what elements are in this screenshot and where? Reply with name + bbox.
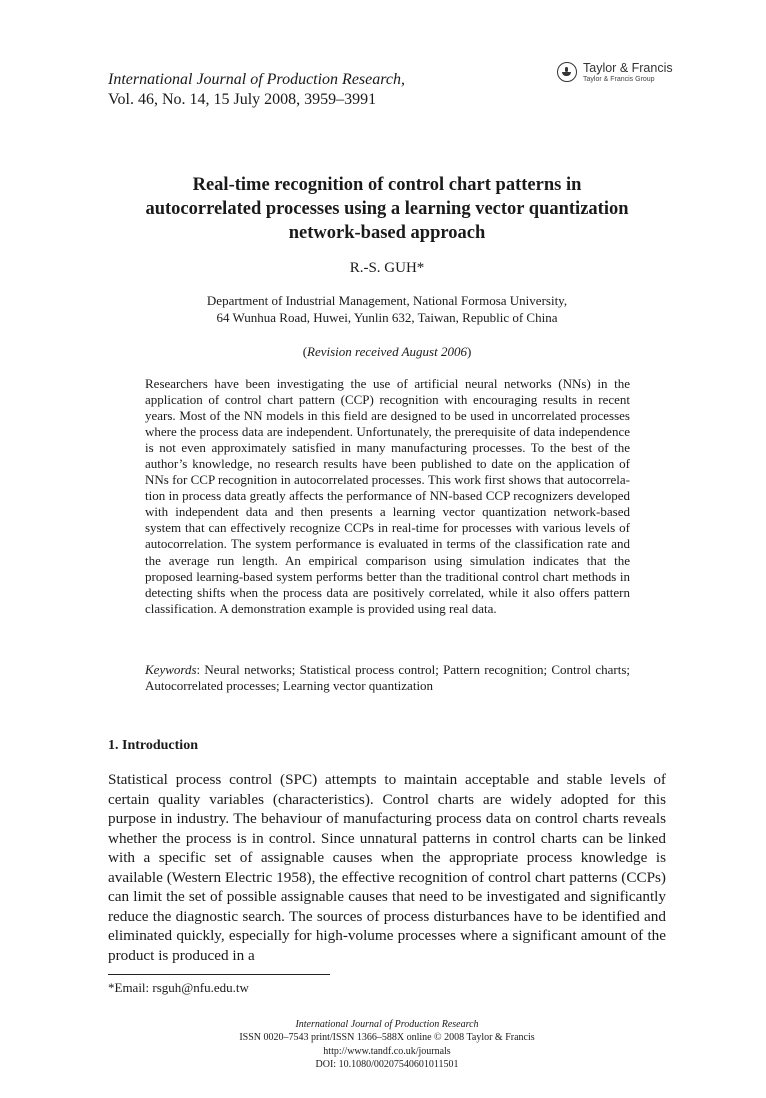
paren-close: ) xyxy=(466,344,472,359)
article-title xyxy=(108,173,666,245)
abstract: Researchers have been investigating the use of artificial neural networks (NNs) in the application of control chart pattern (CCP) recognition with encouraging results in recent years. Most of the NN models in this field are designed to be used in uncorrelated processes where the process data are independent. Unfortunately, the prerequisite of data independence is not even approximately satisfied in many manufacturing processes. To the best of the author’s knowledge, no research results have been published to date on the application of NNs for CCP recognition in autocorrelated processes. This work first shows that autocorrela-tion in process data greatly affects the performance of NN-based CCP recognizers developed with independent data and then presents a learning vector quantization network-based system that can effectively recognize CCPs in real-time for processes with various levels of autocorrelation. The system performance is evaluated in terms of the classification rate and the average run length. An empirical comparison using simulation indicates that the proposed learning-based system performs better than the traditional control chart methods in detecting shifts when the process data are positively correlated, while it also offers pattern classification. A demonstration example is provided using real data. xyxy=(145,376,630,616)
journal-header xyxy=(108,70,405,110)
footer-journal: International Journal of Production Research xyxy=(295,1019,479,1030)
footer-doi[interactable]: DOI: 10.1080/00207540601011501 xyxy=(315,1058,459,1070)
body-paragraph: Statistical process control (SPC) attempts to maintain acceptable and stable levels of certain quality variables (characteristics). Control charts are widely adopted for this purpose in industry. The behaviour of manufacturing process data on control charts reveals whether the process is in control. Since unnatural patterns in control charts can be linked with a specific set of assignable causes when the appropriate process knowledge is available (Western Electric 1958), the effective recognition of control chart patterns (CCPs) can limit the set of possible assignable causes that need to be investigated and significantly reduce the diagnostic search. The sources of process disturbances have to be identified and eliminated quickly, especially for high-volume processes where a significant amount of the product is produced in a xyxy=(108,771,666,964)
title-line: network-based approach xyxy=(288,223,486,243)
page-footer xyxy=(108,1018,666,1071)
author-name: R.-S. GUH* xyxy=(349,260,425,276)
keywords xyxy=(145,662,630,694)
section-heading: 1. Introduction xyxy=(108,738,198,753)
affiliation xyxy=(108,292,666,326)
title-line: autocorrelated processes using a learning vector quantization xyxy=(145,199,629,219)
revision-note xyxy=(108,344,666,360)
footnote-email: *Email: rsguh@nfu.edu.tw xyxy=(108,980,249,995)
revision-text: Revision received August 2006 xyxy=(307,344,467,359)
affiliation-line: Department of Industrial Management, National Formosa University, xyxy=(206,293,568,308)
journal-name: International Journal of Production Research, xyxy=(108,71,405,88)
title-line: Real-time recognition of control chart patterns in xyxy=(192,175,582,195)
footnote-divider xyxy=(108,974,330,975)
publisher-logo xyxy=(555,60,675,88)
journal-citation: Vol. 46, No. 14, 15 July 2008, 3959–3991 xyxy=(108,91,377,108)
footer-url[interactable]: http://www.tandf.co.uk/journals xyxy=(323,1045,451,1057)
keywords-list: : Neural networks; Statistical process control; Pattern recognition; Control charts; Autocorrelated processes; Learning vector quantization xyxy=(145,662,630,693)
footer-issn: ISSN 0020–7543 print/ISSN 1366–588X online © 2008 Taylor & Francis xyxy=(239,1032,535,1044)
keywords-label: Keywords xyxy=(145,662,197,677)
lamp-icon xyxy=(557,62,577,82)
affiliation-line: 64 Wunhua Road, Huwei, Yunlin 632, Taiwan, Republic of China xyxy=(216,310,558,325)
publisher-group: Taylor & Francis Group xyxy=(583,76,655,83)
paren-open: ( xyxy=(302,344,308,359)
publisher-brand: Taylor & Francis xyxy=(583,61,673,75)
